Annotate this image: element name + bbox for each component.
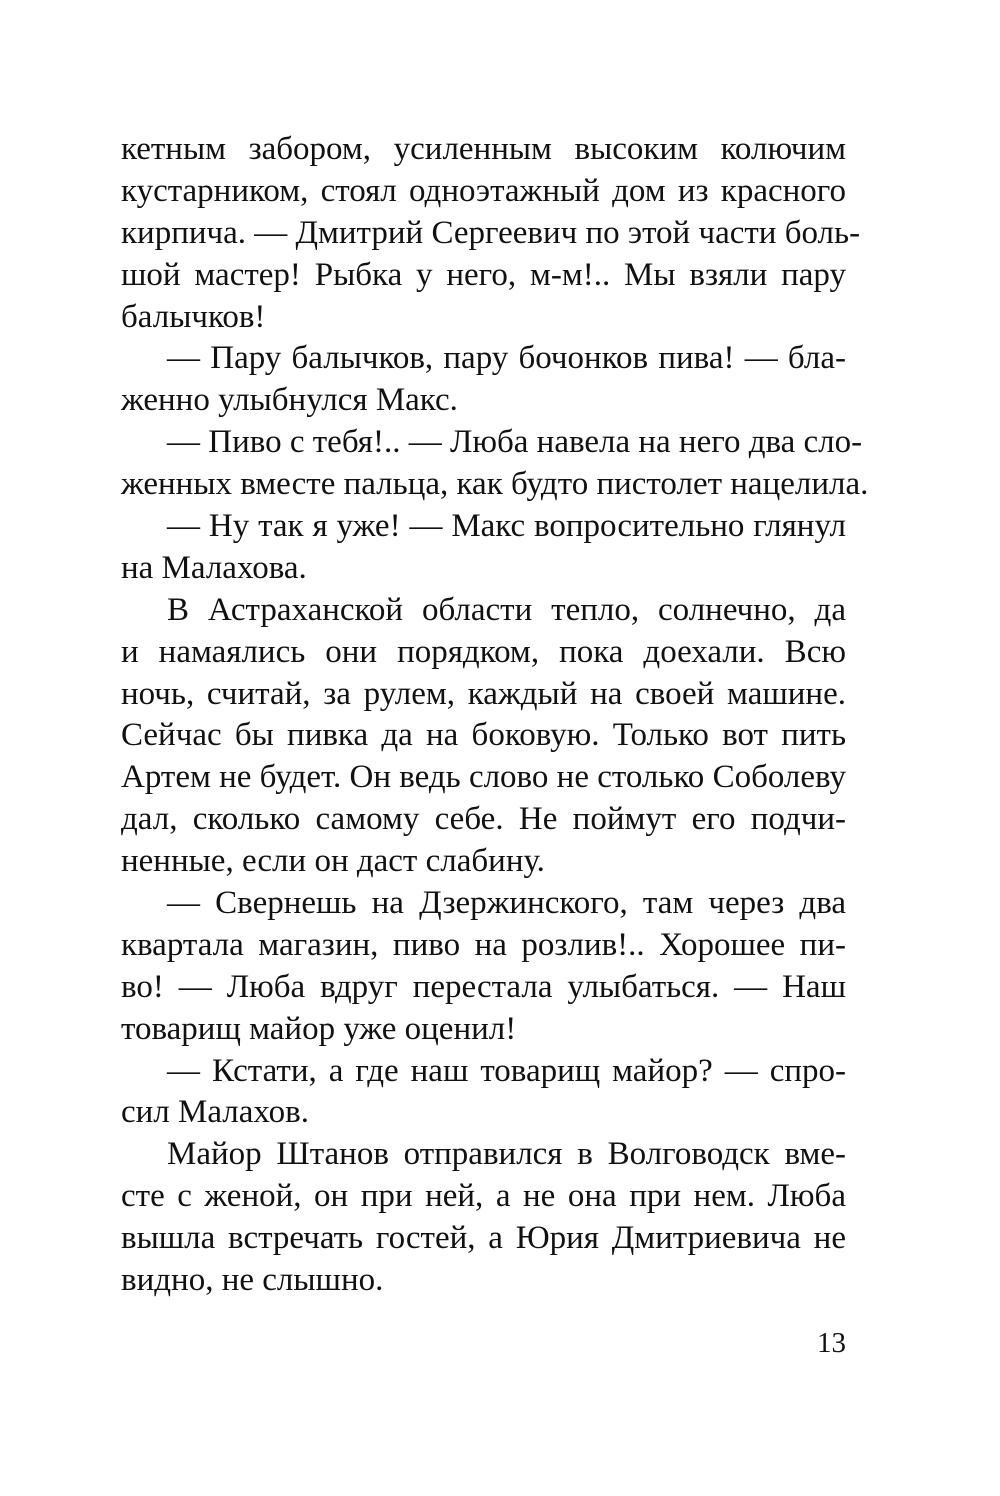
text-line: шой мастер! Рыбка у него, м-м!.. Мы взяли пару xyxy=(121,256,846,293)
text-line: вышла встречать гостей, а Юрия Дмитриевича не xyxy=(121,1220,846,1257)
text-line: Артем не будет. Он ведь слово не столько Соболеву xyxy=(121,759,846,796)
text-line: товарищ майор уже оценил! xyxy=(121,1010,517,1047)
text-line: Майор Штанов отправился в Волговодск вме- xyxy=(167,1136,846,1173)
text-line: видно, не слышно. xyxy=(121,1262,384,1299)
paragraph xyxy=(121,338,846,422)
text-line: дал, сколько самому себе. Не поймут его подчи- xyxy=(121,801,846,838)
text-line: — Пиво с тебя!.. — Люба навела на него два сло- xyxy=(167,424,863,461)
text-line: квартала магазин, пиво на розлив!.. Хорошее пи- xyxy=(121,926,846,963)
text-line: — Ну так я уже! — Макс вопросительно глянул xyxy=(167,508,846,545)
paragraph xyxy=(121,129,861,338)
paragraph xyxy=(121,1134,846,1302)
text-line: ночь, считай, за рулем, каждый на своей машине. xyxy=(121,675,846,712)
paragraph xyxy=(121,590,846,883)
text-line: кирпича. — Дмитрий Сергеевич по этой части боль- xyxy=(121,214,861,251)
text-line: кустарником, стоял одноэтажный дом из красного xyxy=(121,172,846,209)
text-line: во! — Люба вдруг перестала улыбаться. — Наш xyxy=(121,968,846,1005)
paragraph xyxy=(121,422,869,506)
paragraph xyxy=(121,883,846,1051)
text-line: сте с женой, он при ней, а не она при нем. Люба xyxy=(121,1178,846,1215)
text-line: — Свернешь на Дзержинского, там через два xyxy=(167,885,846,922)
body-text xyxy=(121,129,869,1302)
text-line: балычков! xyxy=(121,298,266,335)
text-line: — Кстати, а где наш товарищ майор? — спро- xyxy=(167,1052,846,1089)
text-line: Сейчас бы пивка да на боковую. Только вот пить xyxy=(121,717,846,754)
page-number: 13 xyxy=(817,1327,846,1359)
text-line: женных вместе пальца, как будто пистолет нацелила. xyxy=(121,466,869,503)
text-line: — Пару балычков, пару бочонков пива! — бла- xyxy=(167,340,846,377)
paragraph xyxy=(121,1051,846,1135)
text-line: В Астраханской области тепло, солнечно, да xyxy=(167,591,846,628)
text-line: ненные, если он даст слабину. xyxy=(121,843,545,880)
text-line: и намаялись они порядком, пока доехали. Всю xyxy=(121,633,846,670)
text-line: кетным забором, усиленным высоким колючим xyxy=(121,131,846,167)
paragraph xyxy=(121,506,846,590)
text-line: сил Малахов. xyxy=(121,1094,309,1131)
text-line: на Малахова. xyxy=(121,549,307,586)
text-line: женно улыбнулся Макс. xyxy=(121,382,458,419)
